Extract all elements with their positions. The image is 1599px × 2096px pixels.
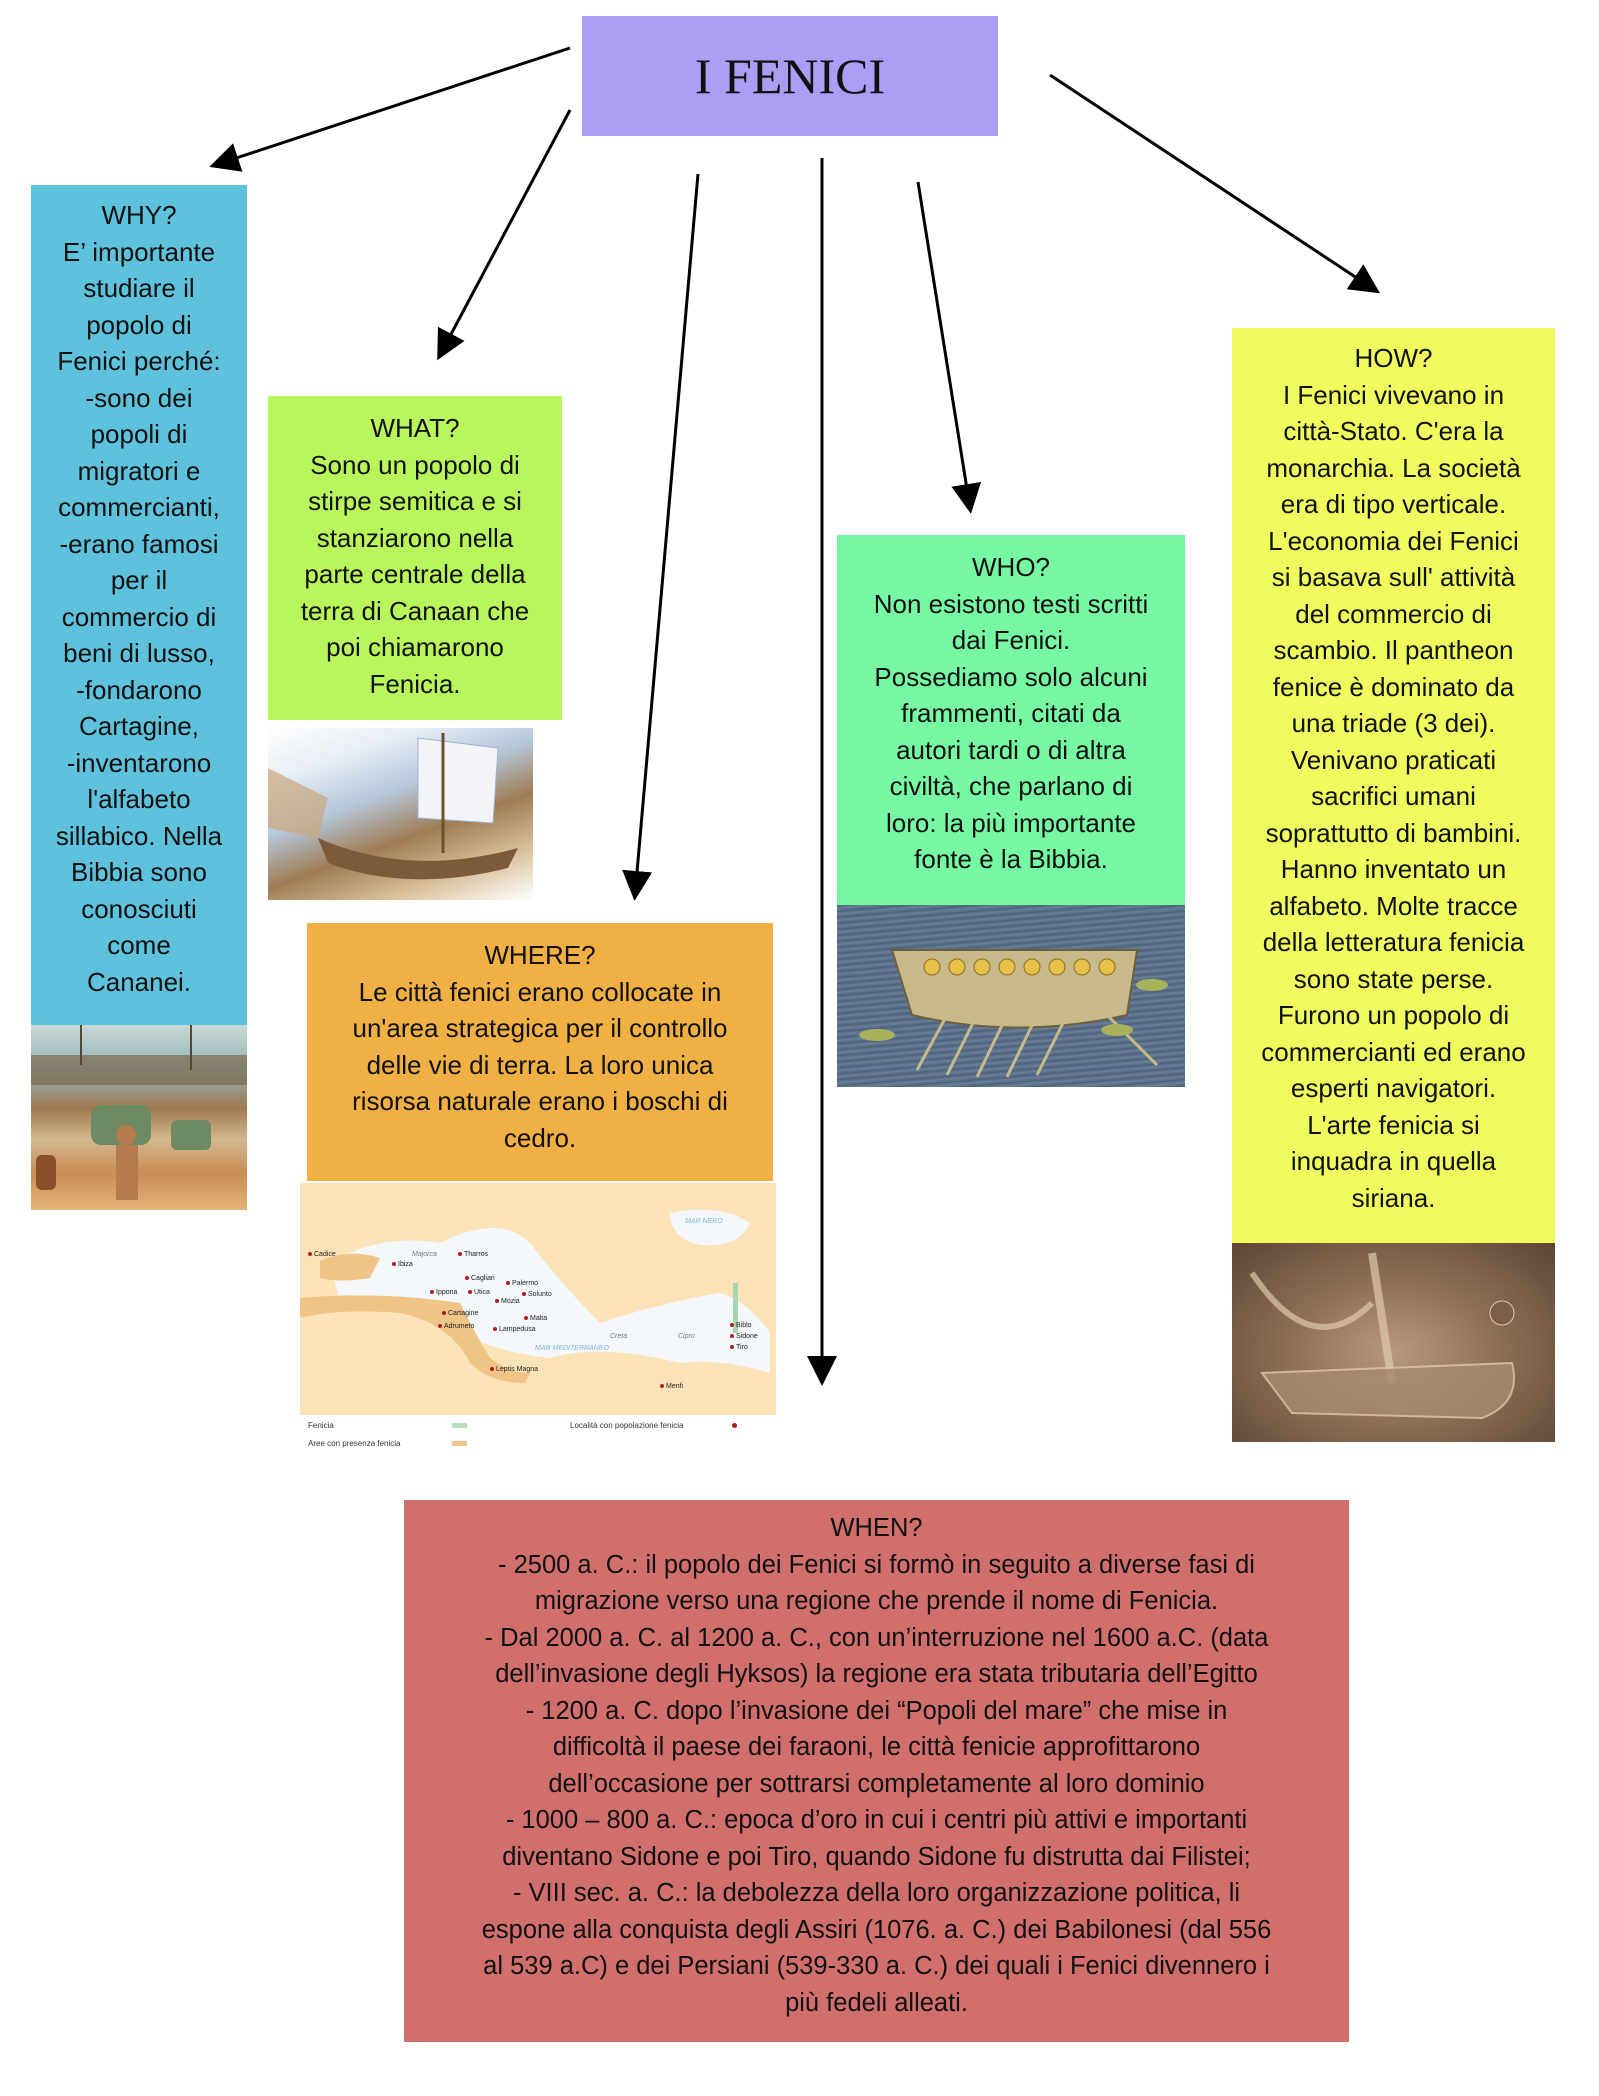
city-dot-icon [524,1316,528,1320]
city-dot-icon [730,1334,734,1338]
who-text-line: civiltà, che parlano di [889,771,1133,801]
when-heading: WHEN? [830,1514,923,1542]
map-city: Ibiza [392,1261,413,1268]
city-dot-icon [730,1323,734,1327]
why-text-line: -inventarono [66,747,212,778]
why-text-line: l'alfabeto [87,784,191,814]
legend-aree: Aree con presenza fenicia [308,1439,401,1448]
what-text-line: poi chiamarono [326,632,504,662]
map-city: Malta [524,1315,547,1322]
when-text-line: - Dal 2000 a. C. al 1200 a. C., con un’interruzione nel 1600 a.C. (data [484,1623,1269,1652]
what-box [268,396,562,720]
city-dot-icon [308,1252,312,1256]
when-text-line: al 539 a.C) e dei Persiani (539-330 a. C.) dei quali i Fenici divennero i [483,1952,1270,1980]
map-region-label: Creta [610,1333,628,1340]
why-text-line: popoli di [90,419,188,449]
mediterranean-map [300,1183,776,1415]
how-text-line: soprattutto di bambini. [1265,817,1522,848]
why-text-line: sillabico. Nella [55,820,223,851]
why-text-line: -erano famosi [59,528,219,559]
arrow-to-who [918,182,970,508]
how-text-line: esperti navigatori. [1290,1073,1497,1103]
how-text-line: alfabeto. Molte tracce [1269,890,1518,921]
who-text-line: fonte è la Bibbia. [914,844,1108,874]
why-port-illustration [31,1025,247,1210]
why-text-line: come [107,930,171,960]
when-box [404,1500,1349,2042]
who-text-line: frammenti, citati da [901,698,1121,728]
city-dot-icon [442,1311,446,1315]
where-text-line: cedro. [503,1122,577,1153]
who-heading: WHO? [972,552,1050,582]
city-dot-icon [468,1290,472,1294]
why-text-line: commercio di [61,601,217,632]
legend-red-dot [732,1423,737,1428]
map-sea-label: MAR NERO [685,1218,723,1225]
how-text-line: Hanno inventato un [1280,854,1507,884]
city-dot-icon [392,1262,396,1266]
city-dot-icon [506,1281,510,1285]
map-city: Tharros [458,1251,488,1258]
how-text-line: fenice è dominato da [1272,671,1515,702]
when-text-line: dell’invasione degli Hyksos) la regione era stata tributaria dell’Egitto [495,1660,1258,1688]
map-city: Lampedusa [493,1326,536,1333]
map-city: Cartagine [442,1310,478,1317]
where-box [307,923,773,1181]
city-dot-icon [495,1299,499,1303]
title-box [582,16,998,136]
legend-fenicia: Fenicia [308,1421,334,1430]
rowing-ship-icon [837,905,1185,1087]
map-city: Menfi [660,1383,683,1390]
when-text-line: - 1000 – 800 a. C.: epoca d’oro in cui i centri più attivi e importanti [505,1806,1248,1834]
map-city: Utica [468,1289,490,1296]
map-city: Tiro [730,1344,748,1351]
arrow-to-what [440,110,570,355]
who-text-line: dai Fenici. [951,625,1071,655]
map-city: Solunto [522,1291,552,1298]
map-city: Adrumeto [438,1323,474,1330]
who-text-line: Non esistono testi scritti [873,588,1149,619]
where-text-line: Le città fenici erano collocate in [358,976,722,1007]
why-text-line: E’ importante [62,236,216,267]
page-title: I FENICI [694,48,886,104]
how-text-line: commercianti ed erano [1261,1036,1526,1067]
when-text-line: - 1200 a. C. dopo l’invasione dei “Popoli del mare” che mise in [525,1696,1228,1725]
what-text-line: Sono un popolo di [310,449,520,480]
map-region-label: Majorca [412,1251,437,1258]
port-scene-icon [31,1025,247,1210]
how-text-line: Furono un popolo di [1277,1000,1510,1030]
why-heading: WHY? [101,200,177,230]
legend-orange-swatch [452,1441,467,1446]
why-text-line: -sono dei [85,382,193,413]
sailing-ship-icon [268,728,533,900]
where-text-line: delle vie di terra. La loro unica [366,1049,714,1080]
how-text-line: inquadra in quella [1290,1146,1497,1176]
when-text-line: migrazione verso una regione che prende il nome di Fenicia. [534,1587,1219,1615]
ship-relief-icon [1232,1243,1555,1442]
how-text-line: una triade (3 dei). [1291,708,1496,738]
what-text-line: stanziarono nella [316,522,514,553]
what-text-line: stirpe semitica e si [308,486,522,516]
map-city: Palermo [506,1280,538,1287]
how-text-line: città-Stato. C'era la [1283,416,1504,446]
city-dot-icon [730,1345,734,1349]
city-dot-icon [522,1292,526,1296]
city-dot-icon [438,1324,442,1328]
arrow-to-why [215,48,570,165]
city-dot-icon [490,1367,494,1371]
where-heading: WHERE? [484,940,596,970]
map-legend [300,1415,776,1457]
who-rowing-ship-illustration [837,905,1185,1087]
city-dot-icon [660,1384,664,1388]
city-dot-icon [458,1252,462,1256]
who-text-line: autori tardi o di altra [896,734,1126,765]
map-city: Sidone [730,1333,758,1340]
legend-green-swatch [452,1423,467,1428]
when-text-line: - 2500 a. C.: il popolo dei Fenici si formò in seguito a diverse fasi di [498,1550,1255,1579]
why-text-line: beni di lusso, [63,638,215,668]
what-text-line: Fenicia. [369,668,461,699]
what-ship-illustration [268,728,533,900]
when-text-line: - VIII sec. a. C.: la debolezza della loro organizzazione politica, li [512,1879,1241,1907]
city-dot-icon [465,1276,469,1280]
how-heading: HOW? [1354,343,1433,373]
what-heading: WHAT? [370,413,460,443]
map-city: Ippona [430,1289,457,1296]
map-sea-label: MAR MEDITERRANEO [535,1345,609,1352]
arrow-to-how [1050,75,1375,290]
where-text-line: un'area strategica per il controllo [352,1013,728,1043]
what-text-line: parte centrale della [304,559,526,589]
when-text-line: più fedeli alleati. [785,1988,968,2017]
how-text-line: era di tipo verticale. [1280,489,1507,519]
how-text-line: scambio. Il pantheon [1273,635,1514,665]
how-text-line: L'economia dei Fenici [1268,525,1519,556]
map-city: Leptis Magna [490,1366,538,1373]
why-text-line: Cananei. [86,966,192,997]
why-text-line: conosciuti [81,893,197,924]
when-text-line: dell’occasione per sottrarsi completamente al loro dominio [548,1769,1205,1798]
who-text-line: Possediamo solo alcuni [874,661,1148,692]
how-ship-relief-image [1232,1243,1555,1442]
map-region-label: Cipro [678,1333,695,1340]
city-dot-icon [493,1327,497,1331]
why-text-line: Bibbia sono [71,857,207,887]
how-text-line: sono state perse. [1293,963,1494,994]
arrow-to-where [635,174,698,895]
who-box [837,535,1185,905]
why-text-line: -fondarono [76,674,202,705]
how-text-line: monarchia. La società [1266,452,1521,483]
how-text-line: siriana. [1351,1182,1436,1213]
how-text-line: del commercio di [1295,598,1492,629]
how-box [1232,328,1555,1243]
why-box [31,185,247,1025]
why-text-line: migratori e [77,455,201,486]
how-text-line: si basava sull' attività [1271,562,1516,592]
why-text-line: per il [110,565,168,595]
map-city: Biblo [730,1322,752,1329]
map-city: Mozia [495,1298,520,1305]
how-text-line: L'arte fenicia si [1307,1109,1480,1140]
what-text-line: terra di Canaan che [300,595,530,626]
why-text-line: Cartagine, [79,711,199,741]
when-text-line: difficoltà il paese dei faraoni, le città fenicie approfittarono [552,1733,1201,1761]
why-text-line: popolo di [86,309,192,340]
map-city: Cagliari [465,1275,495,1282]
why-text-line: Fenici perché: [57,346,221,376]
why-text-line: studiare il [83,273,195,303]
where-text-line: risorsa naturale erano i boschi di [352,1086,728,1116]
city-dot-icon [430,1290,434,1294]
how-text-line: I Fenici vivevano in [1282,379,1505,410]
why-text-line: commercianti, [58,492,220,522]
legend-localita: Località con popolazione fenicia [570,1421,684,1430]
when-text-line: espone alla conquista degli Assiri (1076. a. C.) dei Babilonesi (dal 556 [481,1915,1272,1944]
how-text-line: sacrifici umani [1311,781,1476,811]
how-text-line: Venivano praticati [1290,744,1497,775]
when-text-line: diventano Sidone e poi Tiro, quando Sidone fu distrutta dai Filistei; [502,1842,1251,1871]
who-text-line: loro: la più importante [885,807,1137,838]
map-city: Cadice [308,1251,336,1258]
how-text-line: della letteratura fenicia [1262,927,1525,957]
